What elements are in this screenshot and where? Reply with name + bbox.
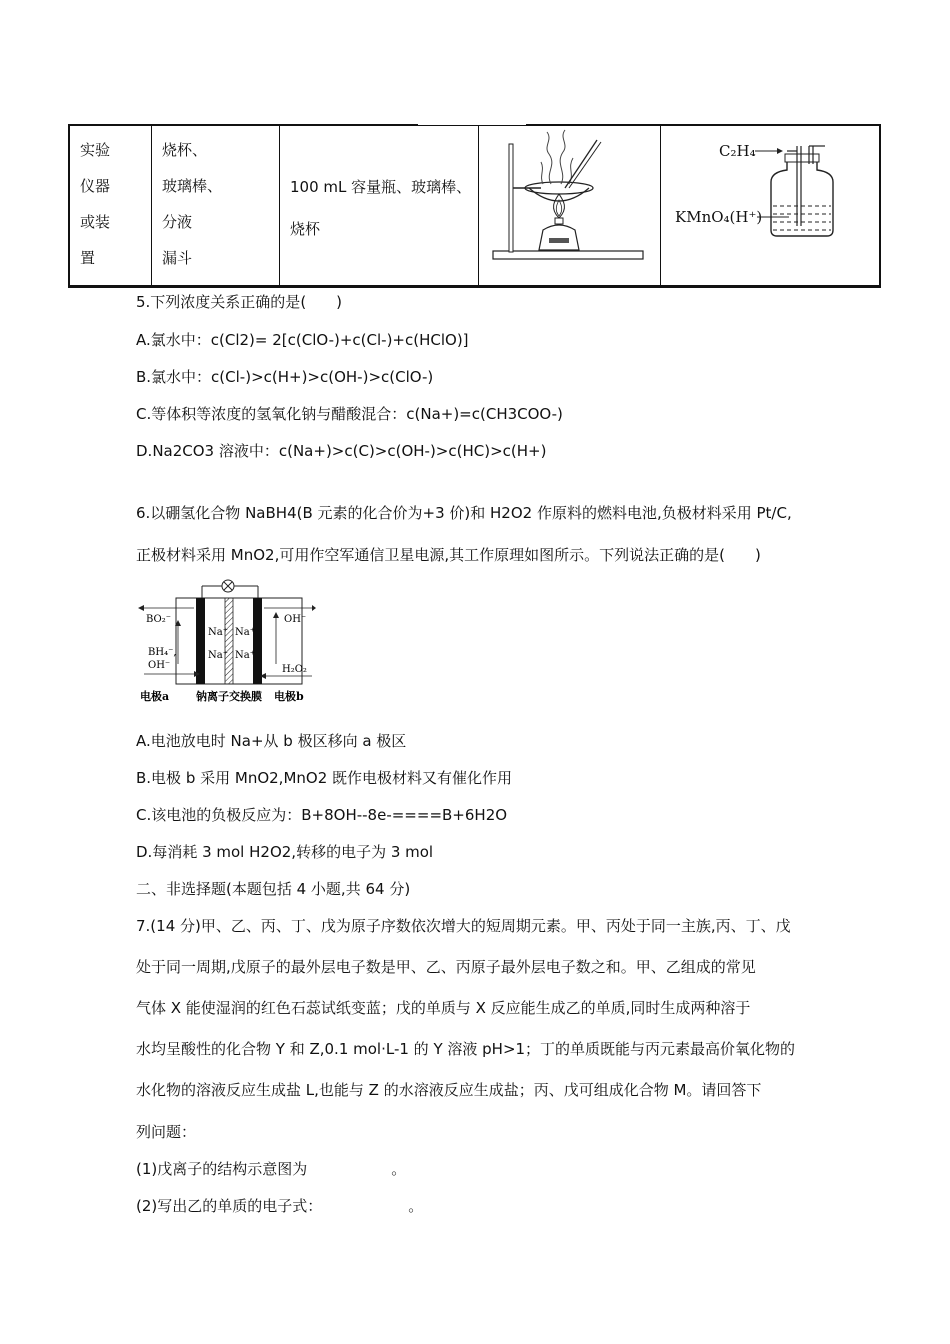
instrument-line: 100 mL 容量瓶、玻璃棒、 [290, 178, 472, 196]
sodium-ion-label: Na⁺ [235, 650, 255, 661]
header-line: 或装 [80, 213, 111, 231]
question-7-sub-1 [136, 1159, 406, 1179]
electrode-b-label: 电极b [274, 690, 304, 703]
fuel-cell-diagram [136, 578, 316, 704]
question-6-option-a: A.电池放电时 Na+从 b 极区移向 a 极区 [136, 732, 407, 750]
question-6-stem-line: 正极材料采用 MnO2,可用作空军通信卫星电源,其工作原理如图所示。下列说法正确的是( ) [136, 546, 761, 564]
table-cell-gas-washing-bottle [661, 126, 881, 285]
table-cell-evaporation-apparatus [479, 126, 661, 285]
question-6-option-d: D.每消耗 3 mol H2O2,转移的电子为 3 mol [136, 843, 434, 861]
question-5-option-b: B.氯水中：c(Cl-)>c(H+)>c(OH-)>c(ClO-) [136, 368, 434, 386]
section-heading: 二、非选择题(本题包括 4 小题,共 64 分) [136, 880, 411, 898]
gas-washing-bottle-image [661, 126, 879, 286]
sodium-ion-label: Na⁺ [208, 627, 228, 638]
question-6-option-b: B.电极 b 采用 MnO2,MnO2 既作电极材料又有催化作用 [136, 769, 513, 787]
question-5-option-c: C.等体积等浓度的氢氧化钠与醋酸混合：c(Na+)=c(CH3COO-) [136, 405, 563, 423]
question-5-option-d: D.Na2CO3 溶液中：c(Na+)>c(C)>c(OH-)>c(HC)>c(H+) [136, 442, 547, 460]
hydroxide-right-label: OH⁻ [284, 614, 307, 625]
borohydride-label: BH₄⁻, [148, 647, 177, 658]
hydroxide-left-label: OH⁻ [148, 660, 171, 671]
header-line: 实验 [80, 141, 111, 159]
electrode-a-label: 电极a [140, 690, 170, 703]
sodium-ion-label: Na⁺ [208, 650, 228, 661]
instrument-line: 烧杯、 [162, 141, 208, 159]
question-6-option-c: C.该电池的负极反应为：B+8OH--8e-====B+6H2O [136, 806, 508, 824]
header-line: 仪器 [80, 177, 111, 195]
ethylene-label: C₂H₄ [719, 142, 756, 160]
question-7-line: 7.(14 分)甲、乙、丙、丁、戊为原子序数依次增大的短周期元素。甲、丙处于同一主族,丙、丁、戊 [136, 917, 791, 935]
sub-question-end: 。 [391, 1160, 407, 1178]
sodium-ion-label: Na⁺ [235, 627, 255, 638]
question-6-stem-line: 6.以硼氢化合物 NaBH4(B 元素的化合价为+3 价)和 H2O2 作原料的燃料电池,负极材料采用 Pt/C, [136, 504, 792, 522]
evaporation-apparatus-image [479, 126, 659, 286]
question-7-line: 水化物的溶液反应生成盐 L,也能与 Z 的水溶液反应生成盐；丙、戊可组成化合物 M。请回答下 [136, 1081, 762, 1099]
question-7-line: 水均呈酸性的化合物 Y 和 Z,0.1 mol·L-1 的 Y 溶液 pH>1；丁的单质既能与丙元素最高价氧化物的 [136, 1040, 796, 1058]
instrument-line: 漏斗 [162, 249, 193, 267]
permanganate-label: KMnO₄(H⁺) [675, 208, 763, 226]
question-7-line: 处于同一周期,戊原子的最外层电子数是甲、乙、丙原子最外层电子数之和。甲、乙组成的常见 [136, 958, 756, 976]
metaborate-label: BO₂⁻ [146, 614, 172, 625]
question-5-stem: 5.下列浓度关系正确的是( ) [136, 293, 343, 311]
border-gap [418, 118, 526, 125]
instrument-line: 烧杯 [290, 220, 321, 238]
peroxide-label: H₂O₂ [282, 664, 307, 675]
table-cell-instruments-b [280, 126, 479, 285]
sub-question-text: (1)戊离子的结构示意图为 [136, 1160, 308, 1178]
table-cell-instruments-a [152, 126, 280, 285]
sub-question-text: (2)写出乙的单质的电子式： [136, 1197, 323, 1215]
sub-question-end: 。 [408, 1197, 424, 1215]
table-cell-header [70, 126, 152, 285]
membrane-label: 钠离子交换膜 [196, 690, 262, 703]
question-7-line: 气体 X 能使湿润的红色石蕊试纸变蓝；戊的单质与 X 反应能生成乙的单质,同时生成两种溶于 [136, 999, 751, 1017]
instrument-line: 玻璃棒、 [162, 177, 223, 195]
question-7-line: 列问题： [136, 1123, 197, 1141]
instrument-line: 分液 [162, 213, 193, 231]
header-line: 置 [80, 249, 96, 267]
question-7-sub-2 [136, 1196, 423, 1216]
apparatus-table [68, 124, 881, 288]
question-5-option-a: A.氯水中：c(Cl2)= 2[c(ClO-)+c(Cl-)+c(HClO)] [136, 331, 469, 349]
